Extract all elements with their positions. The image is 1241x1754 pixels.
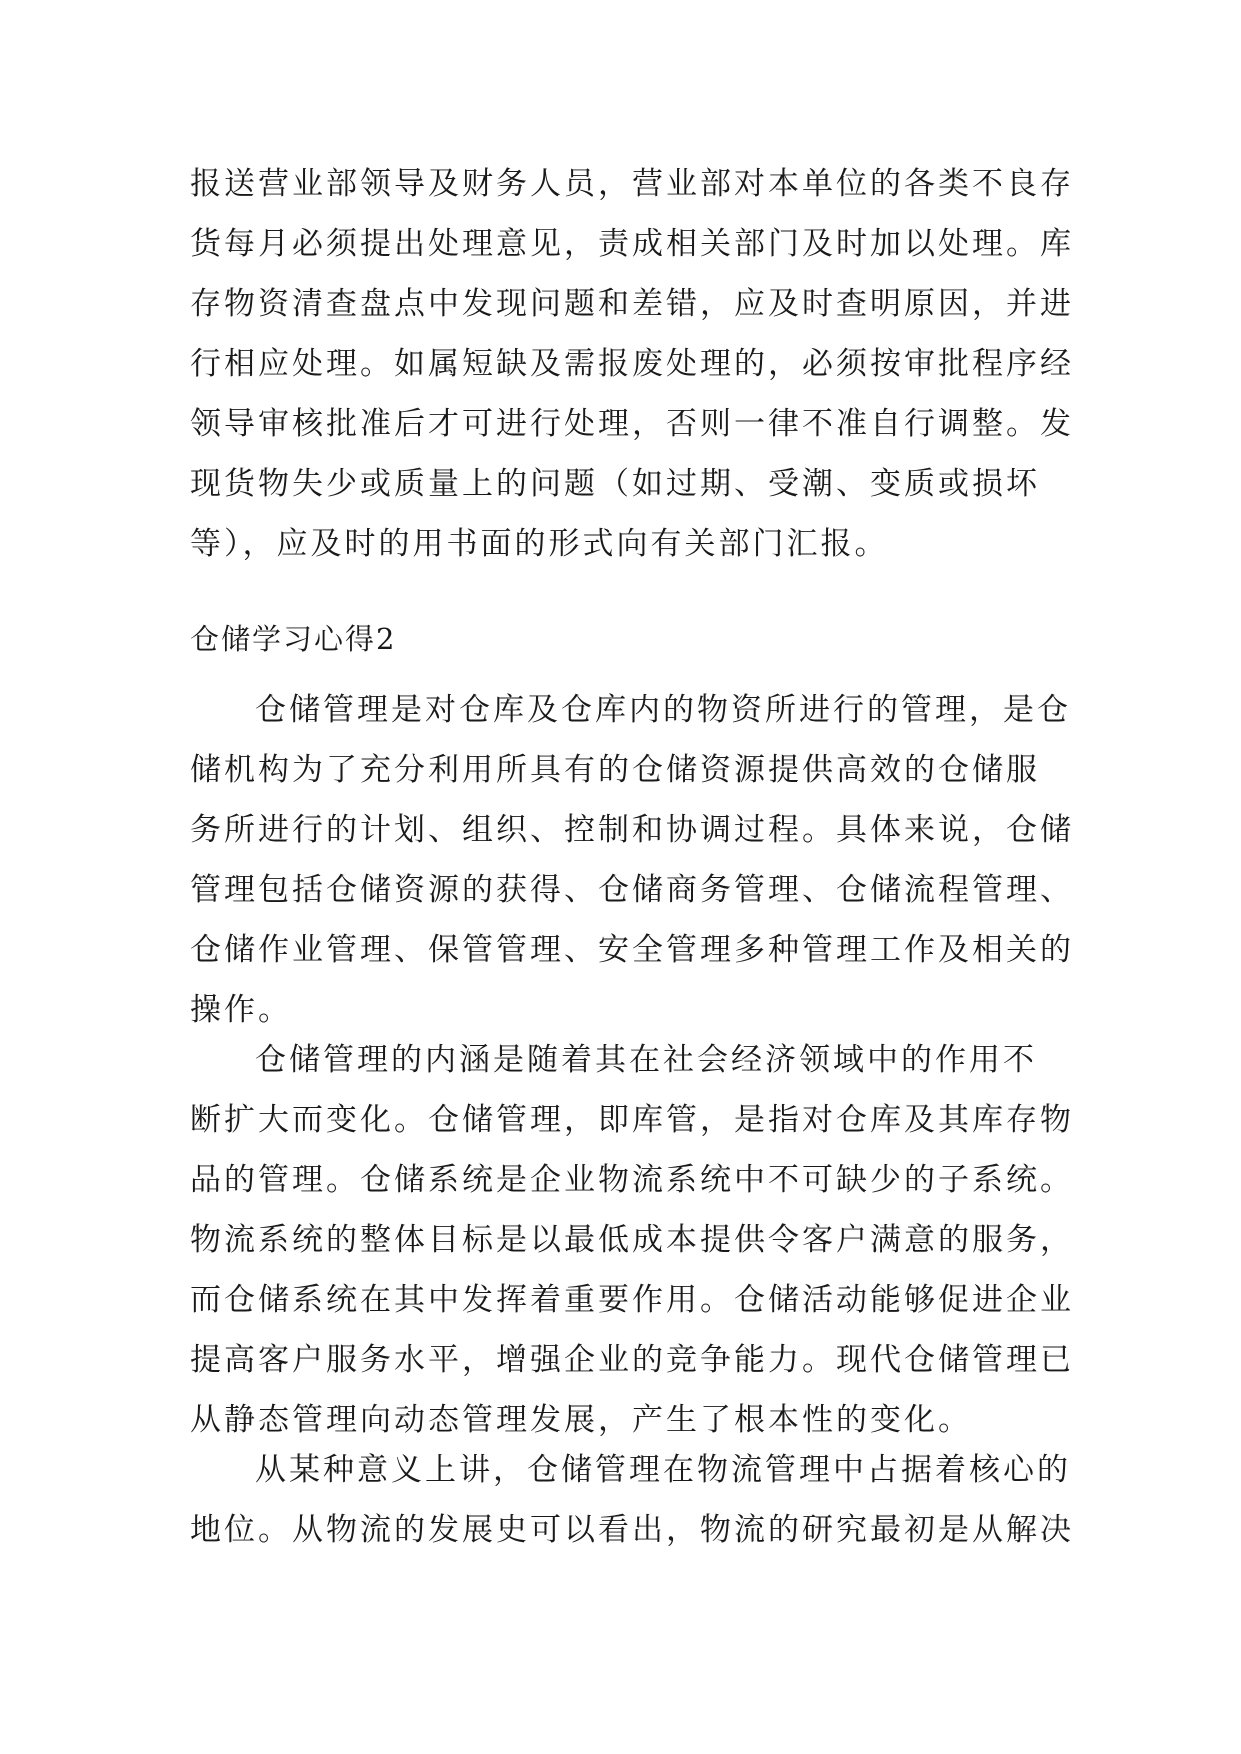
paragraph-line: 从某种意义上讲，仓储管理在物流管理中占据着核心的 (255, 1452, 1071, 1488)
paragraph-warehouse-definition (190, 680, 1074, 1040)
paragraph-warehouse-connotation (190, 1030, 1074, 1450)
paragraph-line: 提高客户服务水平，增强企业的竞争能力。现代仓储管理已 (190, 1342, 1074, 1378)
paragraph-line: 现货物失少或质量上的问题（如过期、受潮、变质或损坏 (190, 466, 1040, 502)
paragraph-line: 报送营业部领导及财务人员，营业部对本单位的各类不良存 (190, 166, 1074, 202)
paragraph-disposal-procedure (190, 154, 1074, 574)
paragraph-line: 断扩大而变化。仓储管理，即库管，是指对仓库及其库存物 (190, 1102, 1074, 1138)
paragraph-line: 仓储管理的内涵是随着其在社会经济领域中的作用不 (255, 1042, 1037, 1078)
paragraph-line: 仓储作业管理、保管管理、安全管理多种管理工作及相关的 (190, 932, 1074, 968)
paragraph-line: 等），应及时的用书面的形式向有关部门汇报。 (190, 526, 889, 562)
paragraph-line: 物流系统的整体目标是以最低成本提供令客户满意的服务， (190, 1222, 1074, 1258)
paragraph-line: 货每月必须提出处理意见，责成相关部门及时加以处理。库 (190, 226, 1074, 262)
paragraph-line: 务所进行的计划、组织、控制和协调过程。具体来说，仓储 (190, 812, 1074, 848)
paragraph-line: 领导审核批准后才可进行处理，否则一律不准自行调整。发 (190, 406, 1074, 442)
paragraph-line: 管理包括仓储资源的获得、仓储商务管理、仓储流程管理、 (190, 872, 1074, 908)
paragraph-line: 储机构为了充分利用所具有的仓储资源提供高效的仓储服 (190, 752, 1040, 788)
paragraph-line: 存物资清查盘点中发现问题和差错，应及时查明原因，并进 (190, 286, 1074, 322)
section-heading-container (190, 614, 1060, 664)
paragraph-line: 而仓储系统在其中发挥着重要作用。仓储活动能够促进企业 (190, 1282, 1074, 1318)
paragraph-line: 操作。 (190, 992, 292, 1028)
paragraph-line: 从静态管理向动态管理发展，产生了根本性的变化。 (190, 1402, 972, 1438)
paragraph-line: 地位。从物流的发展史可以看出，物流的研究最初是从解决 (190, 1512, 1074, 1548)
paragraph-core-position (190, 1440, 1074, 1560)
section-heading: 仓储学习心得2 (190, 622, 397, 656)
paragraph-line: 仓储管理是对仓库及仓库内的物资所进行的管理，是仓 (255, 692, 1071, 728)
paragraph-line: 行相应处理。如属短缺及需报废处理的，必须按审批程序经 (190, 346, 1074, 382)
paragraph-line: 品的管理。仓储系统是企业物流系统中不可缺少的子系统。 (190, 1162, 1074, 1198)
